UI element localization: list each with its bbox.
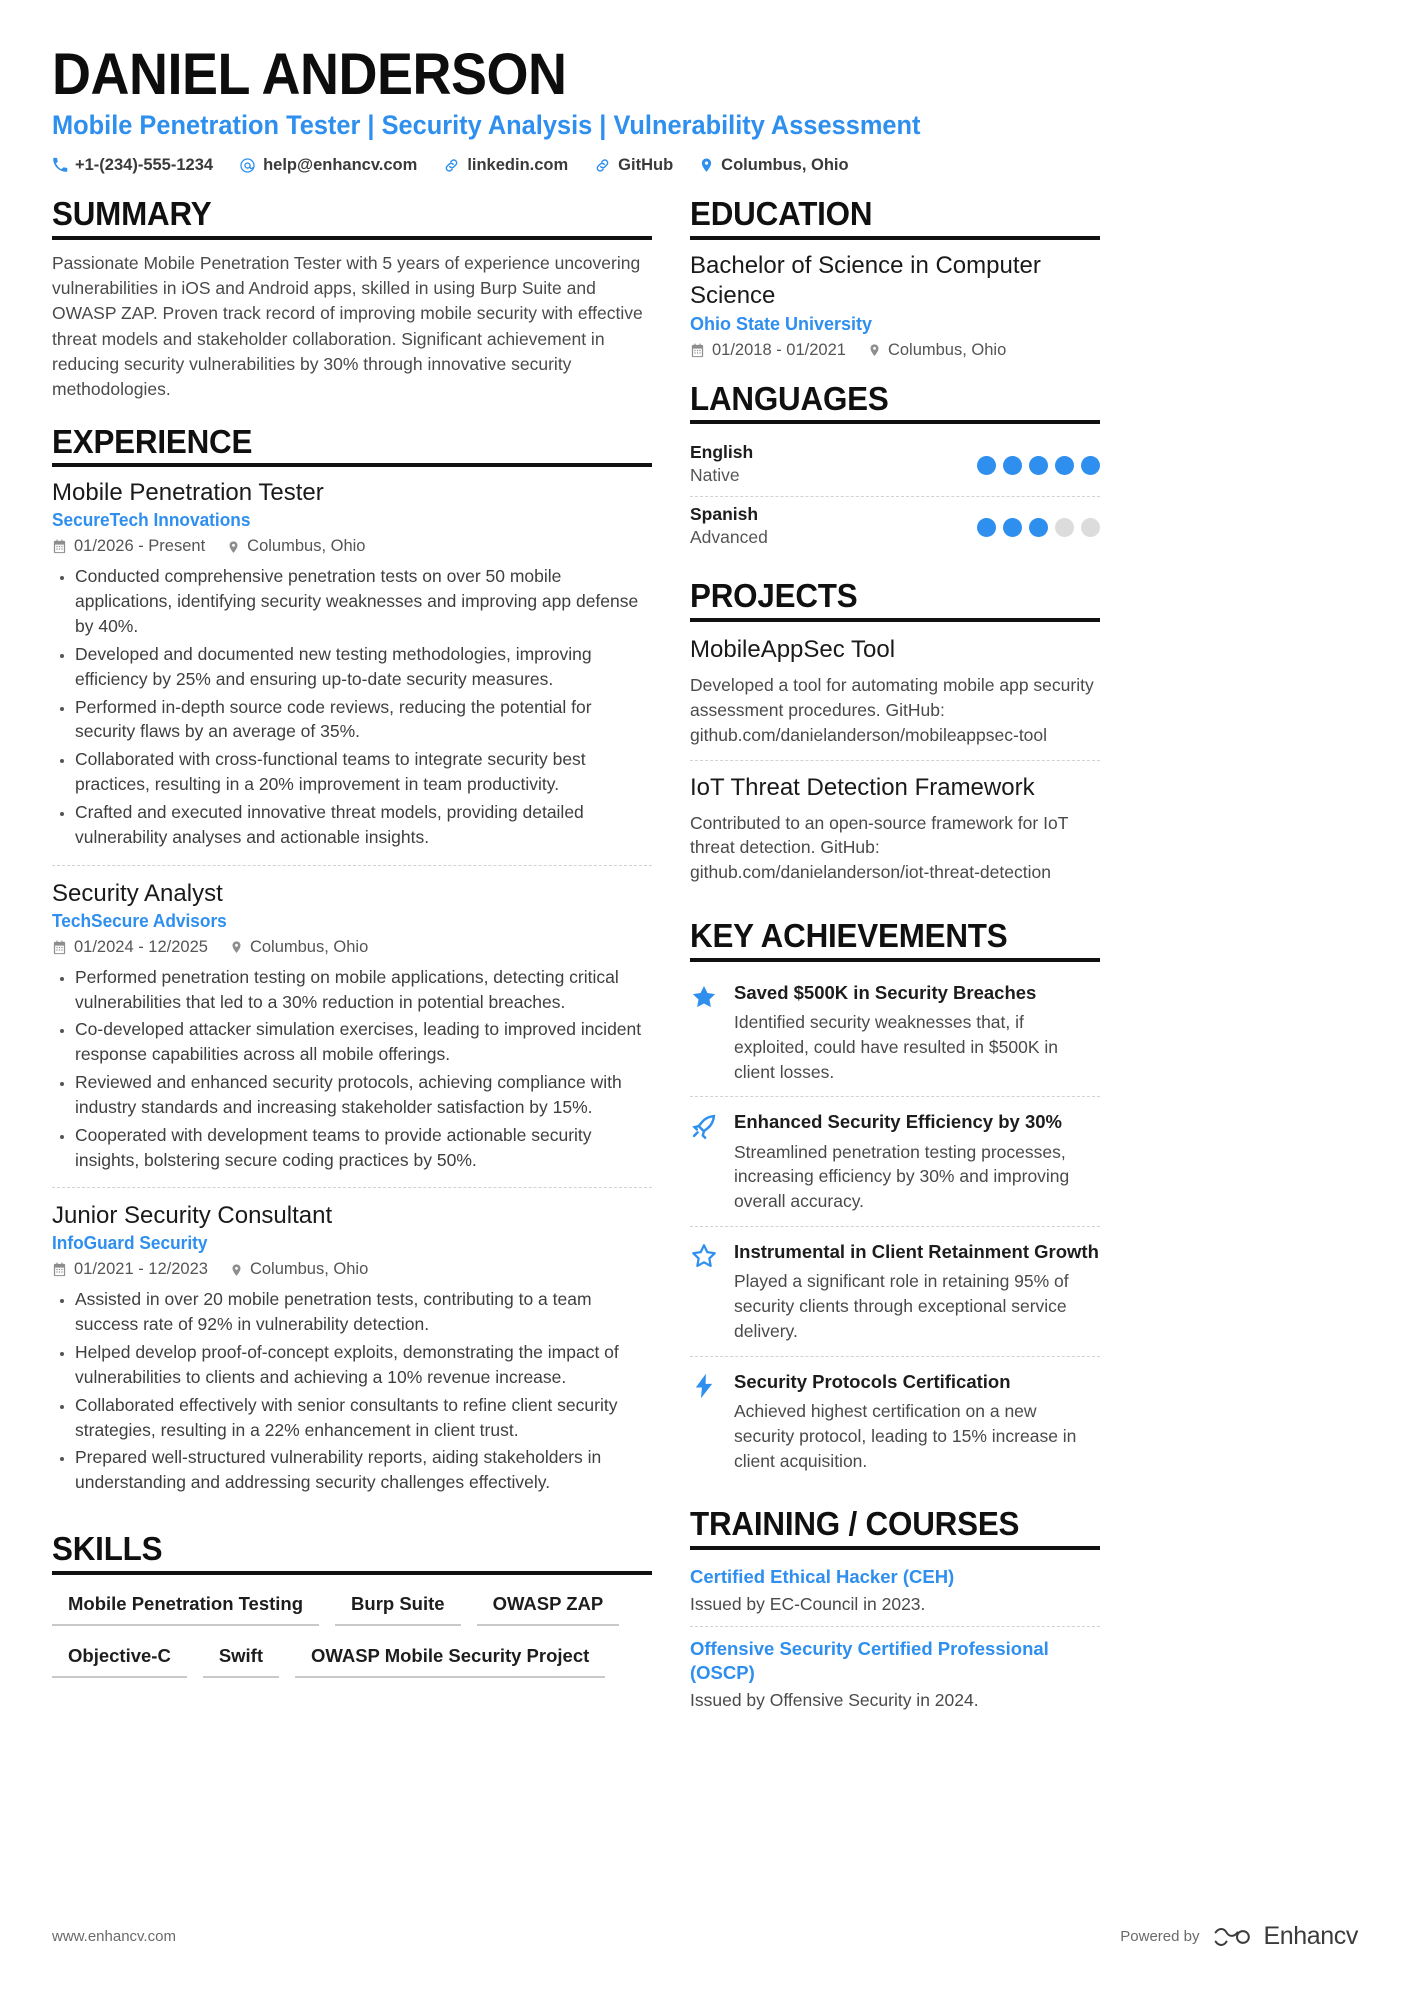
project-name: MobileAppSec Tool	[690, 636, 896, 664]
job-dates-text: 01/2021 - 12/2023	[74, 1260, 208, 1279]
left-column	[52, 194, 652, 1712]
list-item: • Prepared well-structured vulnerability reports, aiding stakeholders in understanding and addressing security challenges effectively.	[75, 1445, 652, 1495]
list-item: • Conducted comprehensive penetration tests on over 50 mobile applications, identifying security weaknesses and improving app defense by 40%.	[75, 564, 652, 639]
section-divider	[690, 236, 1100, 240]
job-location-text: Columbus, Ohio	[249, 937, 369, 956]
education-entry	[690, 251, 1100, 360]
achievement-item	[690, 1226, 1100, 1356]
contact-github-text: GitHub	[618, 155, 674, 174]
job-location	[230, 938, 368, 957]
job-meta	[52, 537, 652, 556]
section-summary	[52, 194, 652, 403]
job-bullets	[52, 1287, 652, 1495]
project-name: IoT Threat Detection Framework	[690, 773, 1035, 801]
rocket-icon	[690, 1110, 720, 1214]
job-location-text: Columbus, Ohio	[247, 537, 366, 556]
section-divider	[52, 463, 652, 467]
job-meta	[52, 1260, 652, 1279]
section-languages	[690, 379, 1100, 558]
list-item: • Collaborated effectively with senior consultants to refine client security strategies, resulting in a 22% enhancement in client trust.	[75, 1393, 652, 1443]
list-item: • Co-developed attacker simulation exercises, leading to improved incident response capabilities across all mobile offerings.	[75, 1017, 652, 1067]
achievement-description: Identified security weaknesses that, if exploited, could have resulted in $500K in client losses.	[734, 1011, 1058, 1082]
link-icon	[594, 157, 611, 174]
section-divider	[690, 1546, 1100, 1550]
right-column	[690, 194, 1100, 1744]
skill-chip: OWASP ZAP	[477, 1586, 620, 1626]
lightning-bolt-icon	[690, 1370, 720, 1474]
footer-brand-name: Enhancv	[1263, 1922, 1358, 1950]
section-title-education: EDUCATION	[690, 194, 873, 232]
location-pin-icon	[230, 1262, 243, 1278]
calendar-icon	[52, 940, 67, 955]
contact-github[interactable]	[594, 156, 673, 175]
language-rating	[977, 442, 1100, 475]
job-role: Mobile Penetration Tester	[52, 479, 324, 507]
job-dates	[52, 938, 208, 957]
language-name: English	[690, 442, 754, 463]
achievement-title: Saved $500K in Security Breaches	[734, 981, 1037, 1003]
job-meta	[52, 938, 652, 957]
section-divider	[52, 236, 652, 240]
section-title-summary: SUMMARY	[52, 194, 212, 232]
location-pin-icon	[868, 342, 881, 358]
contact-location-text: Columbus, Ohio	[721, 155, 849, 174]
language-item	[690, 435, 1100, 496]
rating-dot	[1055, 456, 1074, 475]
job-dates-text: 01/2024 - 12/2025	[74, 937, 208, 956]
job-role: Security Analyst	[52, 879, 223, 907]
experience-entry	[52, 478, 652, 864]
course-description: Issued by Offensive Security in 2024.	[690, 1689, 979, 1710]
link-icon	[443, 157, 460, 174]
section-title-training-courses: TRAINING / COURSES	[690, 1505, 1020, 1543]
contact-linkedin-text: linkedin.com	[467, 155, 569, 174]
contact-email[interactable]	[239, 156, 417, 175]
calendar-icon	[52, 1262, 67, 1277]
job-role: Junior Security Consultant	[52, 1202, 333, 1230]
section-training-courses	[690, 1507, 1100, 1722]
skill-chip: OWASP Mobile Security Project	[295, 1638, 605, 1678]
rating-dot	[1055, 518, 1074, 537]
rating-dot	[1081, 518, 1100, 537]
list-item: • Assisted in over 20 mobile penetration tests, contributing to a team success rate of 92% in vulnerability detection.	[75, 1287, 652, 1337]
list-item: • Performed penetration testing on mobile applications, detecting critical vulnerabilities that led to a 30% reduction in potential breaches.	[75, 965, 652, 1015]
list-item: • Performed in-depth source code reviews, reducing the potential for security flaws by an average of 35%.	[75, 695, 652, 745]
section-title-experience: EXPERIENCE	[52, 422, 253, 460]
section-title-languages: LANGUAGES	[690, 379, 889, 417]
skills-list	[52, 1586, 652, 1690]
footer-brand	[1120, 1922, 1358, 1951]
contact-row	[52, 156, 1358, 175]
experience-entry	[52, 865, 652, 1188]
contact-linkedin[interactable]	[443, 156, 568, 175]
calendar-icon	[690, 343, 705, 358]
job-location	[227, 537, 365, 556]
section-experience	[52, 422, 652, 1510]
list-item: • Collaborated with cross-functional teams to integrate security best practices, resulting in a 20% improvement in team productivity.	[75, 747, 652, 797]
course-entry	[690, 1561, 1100, 1626]
list-item: • Helped develop proof-of-concept exploits, demonstrating the impact of vulnerabilities to clients and achieving a 10% revenue increase.	[75, 1340, 652, 1390]
job-dates	[52, 1260, 208, 1279]
section-education	[690, 194, 1100, 360]
professional-headline: Mobile Penetration Tester | Security Analysis | Vulnerability Assessment	[52, 110, 921, 141]
rating-dot	[1003, 456, 1022, 475]
language-level: Advanced	[690, 526, 768, 547]
job-company: InfoGuard Security	[52, 1233, 208, 1254]
list-item: • Developed and documented new testing methodologies, improving efficiency by 25% and ensuring up-to-date security measures.	[75, 642, 652, 692]
footer-website[interactable]: www.enhancv.com	[52, 1928, 176, 1945]
education-school: Ohio State University	[690, 313, 873, 334]
achievement-description: Played a significant role in retaining 95% of security clients through exceptional service delivery.	[734, 1271, 1069, 1341]
location-pin-icon	[227, 539, 240, 555]
achievement-description: Achieved highest certification on a new security protocol, leading to 15% increase in client acquisition.	[734, 1400, 1077, 1471]
achievement-item	[690, 1356, 1100, 1486]
location-pin-icon	[699, 156, 714, 174]
course-entry	[690, 1626, 1100, 1722]
skill-chip: Mobile Penetration Testing	[52, 1586, 319, 1626]
education-dates	[690, 341, 846, 360]
rating-dot	[977, 518, 996, 537]
star-outline-icon	[690, 1240, 720, 1344]
project-description: Contributed to an open-source framework for IoT threat detection. GitHub: github.com/danielanderson/iot-threat-detection	[690, 812, 1069, 883]
rating-dot	[1029, 456, 1048, 475]
page-title: DANIEL ANDERSON	[52, 42, 567, 107]
section-skills	[52, 1532, 652, 1690]
section-title-skills: SKILLS	[52, 1530, 163, 1568]
language-name: Spanish	[690, 503, 759, 524]
language-level: Native	[690, 465, 740, 486]
calendar-icon	[52, 539, 67, 554]
education-dates-text: 01/2018 - 01/2021	[712, 340, 846, 359]
section-divider	[52, 1571, 652, 1575]
project-description: Developed a tool for automating mobile app security assessment procedures. GitHub: github.com/danielanderson/mobileappsec-tool	[690, 675, 1094, 745]
section-title-projects: PROJECTS	[690, 577, 858, 615]
section-projects	[690, 579, 1100, 897]
contact-phone[interactable]	[52, 156, 213, 175]
achievement-item	[690, 1096, 1100, 1226]
achievement-title: Enhanced Security Efficiency by 30%	[734, 1111, 1062, 1133]
skill-chip: Burp Suite	[335, 1586, 461, 1626]
course-name: Certified Ethical Hacker (CEH)	[690, 1566, 955, 1587]
phone-icon	[52, 157, 68, 173]
contact-email-text: help@enhancv.com	[263, 155, 418, 174]
project-entry	[690, 760, 1100, 898]
job-dates	[52, 537, 205, 556]
education-location	[868, 341, 1006, 360]
education-meta	[690, 341, 1100, 360]
section-key-achievements	[690, 919, 1100, 1485]
rating-dot	[1029, 518, 1048, 537]
section-divider	[690, 618, 1100, 622]
skill-chip: Objective-C	[52, 1638, 187, 1678]
rating-dot	[1081, 456, 1100, 475]
language-rating	[977, 504, 1100, 537]
language-item	[690, 496, 1100, 558]
job-company: TechSecure Advisors	[52, 910, 227, 931]
job-bullets	[52, 564, 652, 849]
achievement-title: Security Protocols Certification	[734, 1370, 1011, 1392]
achievement-item	[690, 973, 1100, 1097]
project-entry	[690, 633, 1100, 760]
education-location-text: Columbus, Ohio	[887, 340, 1007, 359]
achievement-description: Streamlined penetration testing processes, increasing efficiency by 30% and improving overall accuracy.	[734, 1141, 1070, 1212]
job-location-text: Columbus, Ohio	[249, 1260, 369, 1279]
skill-chip: Swift	[203, 1638, 279, 1678]
job-location	[230, 1260, 368, 1279]
location-pin-icon	[230, 939, 243, 955]
achievement-title: Instrumental in Client Retainment Growth	[734, 1241, 1099, 1263]
page-footer	[52, 1922, 1358, 1951]
job-company: SecureTech Innovations	[52, 510, 251, 531]
rating-dot	[1003, 518, 1022, 537]
resume-header	[52, 44, 1358, 175]
list-item: • Crafted and executed innovative threat models, providing detailed vulnerability analyses and actionable insights.	[75, 800, 652, 850]
section-title-key-achievements: KEY ACHIEVEMENTS	[690, 917, 1008, 955]
course-description: Issued by EC-Council in 2023.	[690, 1593, 926, 1614]
summary-text: Passionate Mobile Penetration Tester with 5 years of experience uncovering vulnerabilities in iOS and Android apps, skilled in using Burp Suite and OWASP ZAP. Proven track record of improving mobile security with effective threat models and stakeholder collaboration. Significant achievement in reducing security vulnerabilities by 30% through innovative security methodologies.	[52, 252, 643, 400]
course-name: Offensive Security Certified Professional (OSCP)	[690, 1638, 1049, 1683]
list-item: • Reviewed and enhanced security protocols, achieving compliance with industry standards and increasing stakeholder satisfaction by 15%.	[75, 1070, 652, 1120]
footer-powered-by: Powered by	[1120, 1928, 1200, 1945]
job-dates-text: 01/2026 - Present	[74, 537, 206, 556]
star-filled-icon	[690, 981, 720, 1085]
contact-phone-text: +1-(234)-555-1234	[75, 155, 214, 174]
rating-dot	[977, 456, 996, 475]
education-degree: Bachelor of Science in Computer Science	[690, 251, 1041, 309]
experience-entry	[52, 1187, 652, 1510]
section-divider	[690, 958, 1100, 962]
email-icon	[239, 157, 256, 174]
enhancv-logo-icon	[1212, 1924, 1252, 1950]
section-divider	[690, 420, 1100, 424]
job-bullets	[52, 965, 652, 1173]
list-item: • Cooperated with development teams to provide actionable security insights, bolstering secure coding practices by 50%.	[75, 1123, 652, 1173]
contact-location	[699, 156, 848, 175]
